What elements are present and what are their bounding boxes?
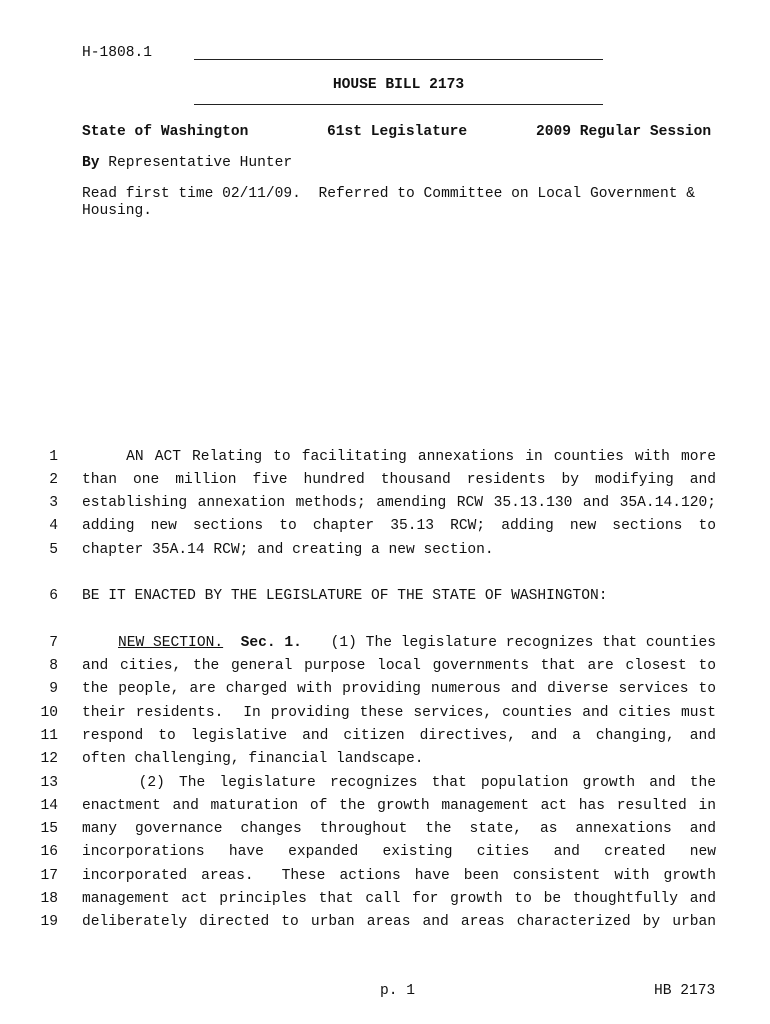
line-number: 19: [40, 914, 58, 930]
line-number: 11: [40, 728, 58, 744]
line-number: 16: [40, 844, 58, 860]
new-section-label: NEW SECTION.: [118, 635, 224, 651]
body-line: often challenging, financial landscape.: [82, 751, 424, 767]
line-number: 1: [49, 449, 58, 465]
body-line: respond to legislative and citizen directives, and a changing, and: [82, 728, 716, 744]
body-line: establishing annexation methods; amending RCW 35.13.130 and 35A.14.120;: [82, 495, 716, 511]
footer-bill-ref: HB 2173: [654, 983, 716, 999]
body-line: (1) The legislature recognizes that counties: [330, 635, 716, 651]
body-line: enactment and maturation of the growth management act has resulted in: [82, 798, 716, 814]
sponsor-line: [82, 155, 292, 171]
title-rule-top: [194, 59, 603, 60]
section-heading-line: [82, 635, 716, 651]
body-line: than one million five hundred thousand residents by modifying and: [82, 472, 716, 488]
legislature: 61st Legislature: [327, 124, 468, 140]
line-number: 14: [40, 798, 58, 814]
read-first-time-line-2: Housing.: [82, 203, 153, 219]
body-line: the people, are charged with providing numerous and diverse services to: [82, 681, 716, 697]
document-code: H-1808.1: [82, 45, 153, 61]
line-number: 2: [49, 472, 58, 488]
read-first-time-line: Read first time 02/11/09. Referred to Committee on Local Government &: [82, 186, 696, 202]
line-number: 17: [40, 868, 58, 884]
enacting-clause: BE IT ENACTED BY THE LEGISLATURE OF THE STATE OF WASHINGTON:: [82, 588, 608, 604]
body-line: adding new sections to chapter 35.13 RCW; adding new sections to: [82, 518, 716, 534]
body-line: (2) The legislature recognizes that population growth and the: [82, 775, 716, 791]
line-number: 13: [40, 775, 58, 791]
body-line: incorporations have expanded existing cities and created new: [82, 844, 716, 860]
line-number: 4: [49, 518, 58, 534]
line-number: 7: [49, 635, 58, 651]
line-number: 18: [40, 891, 58, 907]
line-number: 3: [49, 495, 58, 511]
line-number: 9: [49, 681, 58, 697]
section-number: Sec. 1.: [240, 635, 302, 651]
line-number: 8: [49, 658, 58, 674]
sponsor-name: Representative Hunter: [108, 155, 293, 171]
body-line: and cities, the general purpose local governments that are closest to: [82, 658, 716, 674]
line-number: 10: [40, 705, 58, 721]
by-label: By: [82, 155, 100, 171]
body-line: many governance changes throughout the state, as annexations and: [82, 821, 716, 837]
page-number: p. 1: [380, 983, 416, 999]
body-line: chapter 35A.14 RCW; and creating a new section.: [82, 542, 494, 558]
body-line: their residents. In providing these services, counties and cities must: [82, 705, 716, 721]
line-number: 15: [40, 821, 58, 837]
state-name: State of Washington: [82, 124, 249, 140]
body-line: AN ACT Relating to facilitating annexations in counties with more: [82, 449, 716, 465]
body-line: management act principles that call for growth to be thoughtfully and: [82, 891, 716, 907]
bill-title: HOUSE BILL 2173: [332, 77, 465, 93]
session: 2009 Regular Session: [536, 124, 712, 140]
title-rule-bottom: [194, 104, 603, 105]
body-line: incorporated areas. These actions have been consistent with growth: [82, 868, 716, 884]
line-number: 12: [40, 751, 58, 767]
line-number: 6: [49, 588, 58, 604]
body-line: deliberately directed to urban areas and areas characterized by urban: [82, 914, 716, 930]
line-number: 5: [49, 542, 58, 558]
